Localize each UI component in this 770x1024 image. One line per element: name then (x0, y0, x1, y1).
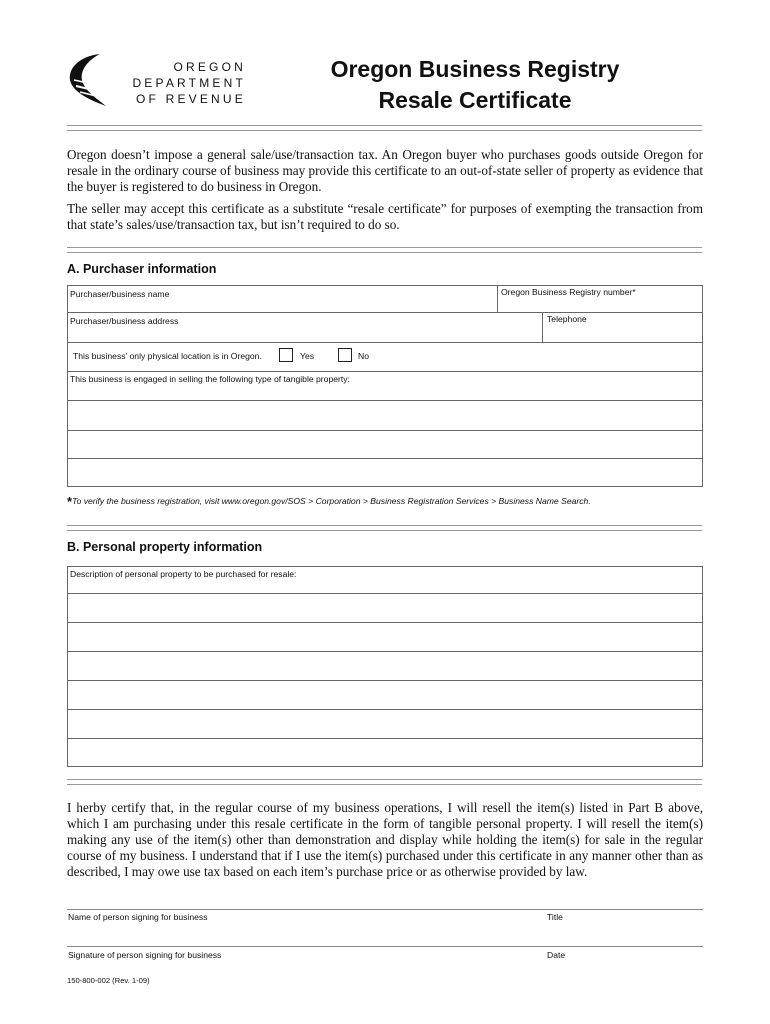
no-label: No (358, 351, 369, 361)
form-title (290, 54, 660, 116)
property-type-line-3[interactable] (68, 459, 702, 486)
property-type-label: This business is engaged in selling the following type of tangible property: (70, 374, 350, 384)
header-divider (67, 125, 702, 131)
title-line-1: Oregon Business Registry (330, 56, 620, 82)
signer-title-label: Title (547, 912, 563, 922)
logo-line-2: DEPARTMENT (132, 76, 246, 90)
description-line-1[interactable] (68, 594, 702, 621)
logo-line-1: OREGON (173, 60, 246, 74)
telephone-field[interactable] (543, 313, 702, 341)
section-a-heading: A. Purchaser information (67, 262, 217, 276)
signature-field[interactable] (67, 921, 537, 945)
yes-label: Yes (300, 351, 315, 361)
property-type-line-2[interactable] (68, 431, 702, 457)
business-address-label: Purchaser/business address (70, 316, 179, 326)
description-line-3[interactable] (68, 652, 702, 679)
intro-paragraph-1: Oregon doesn’t impose a general sale/use/transaction tax. An Oregon buyer who purchases goods outside Oregon for resale in the ordinary course of business may provide this certificate to an out-of-state seller of property as evidence that the buyer is registered to do business in Oregon. (67, 147, 703, 194)
certification-text: I herby certify that, in the regular course of my business operations, I will resell the item(s) listed in Part B above, which I am purchasing under this resale certificate in the form of tangible personal property. I will resell the item(s) making any use of the item(s) other than demonstration and display while holding the item(s) for sale in the regular course of my business. I understand that if I use the item(s) purchased under this certificate in any manner other than as described, I may owe use tax based on each item’s purchase price or as otherwise provided by law. (67, 800, 703, 879)
section-b-heading: B. Personal property information (67, 540, 263, 554)
signer-name-label: Name of person signing for business (68, 912, 208, 922)
signature-label: Signature of person signing for business (68, 950, 222, 960)
description-line-5[interactable] (68, 710, 702, 737)
title-line-2: Resale Certificate (378, 87, 572, 113)
section-b-divider (67, 779, 702, 785)
section-a-divider (67, 525, 702, 531)
registry-number-field[interactable] (498, 286, 702, 312)
property-type-line-1[interactable] (68, 401, 702, 429)
business-address-field[interactable] (68, 313, 541, 341)
description-line-6[interactable] (68, 739, 702, 766)
footnote-text: To verify the business registration, visit www.oregon.gov/SOS > Corporation > Business Registration Services > Business Name Search. (72, 496, 591, 506)
description-line-4[interactable] (68, 681, 702, 708)
footnote (67, 494, 591, 509)
description-label: Description of personal property to be purchased for resale: (70, 569, 297, 579)
signer-name-field[interactable] (67, 884, 537, 908)
footnote-star: * (67, 494, 73, 509)
registry-number-label: Oregon Business Registry number* (501, 287, 636, 297)
business-name-field[interactable] (68, 286, 496, 312)
date-field[interactable] (545, 921, 703, 945)
business-name-label: Purchaser/business name (70, 289, 170, 299)
no-checkbox[interactable] (338, 348, 352, 362)
telephone-label: Telephone (547, 314, 587, 324)
signer-title-field[interactable] (545, 884, 703, 908)
date-label: Date (547, 950, 566, 960)
logo-line-3: OF REVENUE (135, 92, 246, 106)
yes-checkbox[interactable] (279, 348, 293, 362)
form-number: 150-800-002 (Rev. 1-09) (67, 976, 150, 985)
description-line-2[interactable] (68, 623, 702, 650)
intro-paragraph-2: The seller may accept this certificate as a substitute “resale certificate” for purposes of exempting the transaction from that state’s sales/use/transaction tax, but isn’t required to do so. (67, 201, 703, 232)
intro-divider (67, 247, 702, 253)
location-question: This business’ only physical location is in Oregon. (73, 351, 262, 361)
oregon-dor-logo (66, 50, 246, 114)
